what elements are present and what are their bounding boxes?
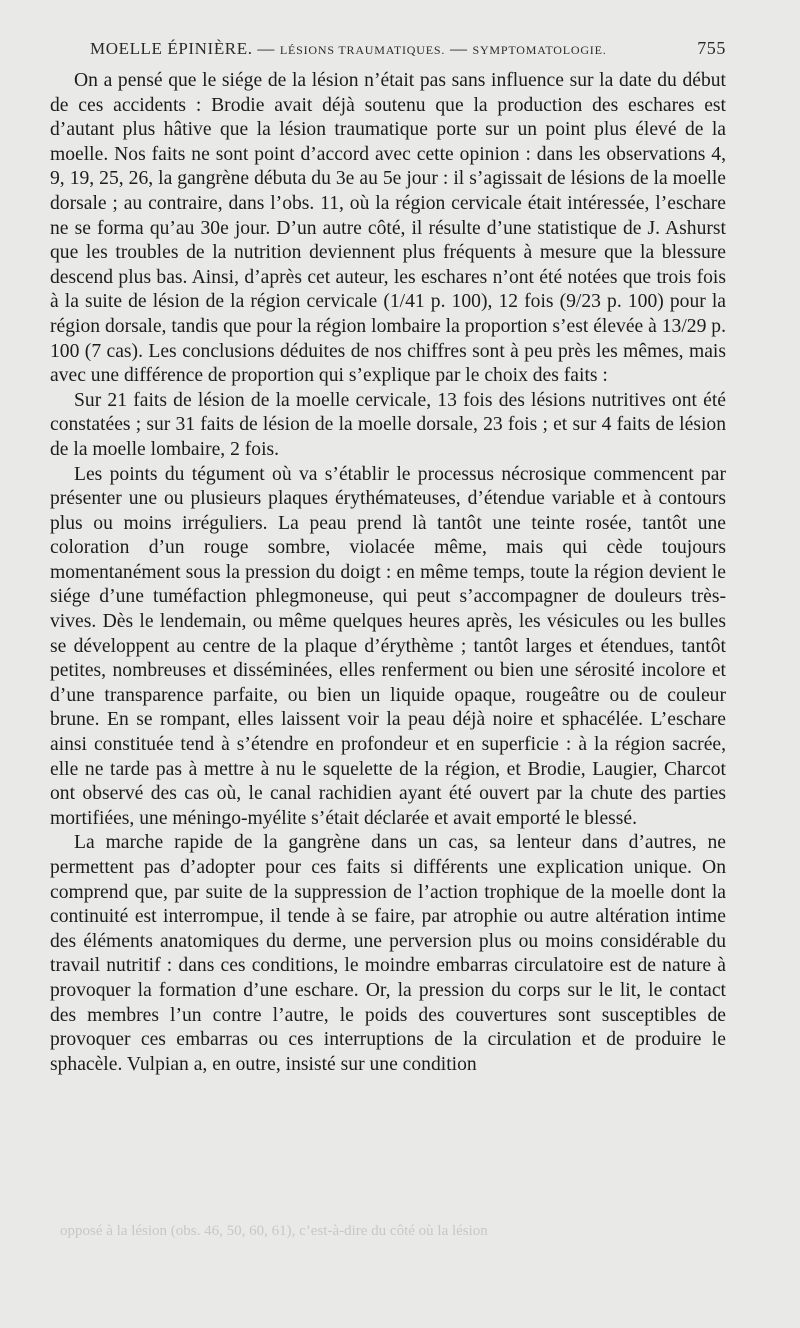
- body-text: [50, 69, 726, 1077]
- running-head-title: [90, 39, 607, 59]
- paragraph: Les points du tégument où va s’établir le processus nécrosique commencent par présenter une ou plusieurs plaques érythémateuses, d’étendue variable et à contours plus ou moins irréguliers. La peau prend là tantôt une teinte rosée, tantôt une coloration d’un rouge sombre, violacée même, mais qui cède toujours momentanément sous la pression du doigt : en même temps, toute la région devient le siége d’une tuméfaction phlegmoneuse, qui peut s’accompagner de douleurs très-vives. Dès le lendemain, ou même quelques heures après, les vésicules ou les bulles se développent au centre de la plaque d’érythème ; tantôt larges et étendues, tantôt petites, nombreuses et disséminées, elles renferment ou bien une sérosité incolore et d’une transparence parfaite, ou bien un liquide opaque, rougeâtre ou de couleur brune. En se rompant, elles laissent voir la peau déjà noire et sphacélée. L’eschare ainsi constituée tend à s’étendre en profondeur et en superficie : à la région sacrée, elle ne tarde pas à mettre à nu le squelette de la région, et Brodie, Laugier, Charcot ont observé des cas où, le canal rachidien ayant été ouvert par la chute des parties mortifiées, une méningo-myélite s’était déclarée et avait emporté le blessé.: [50, 463, 726, 829]
- running-head-subsection: SYMPTOMATOLOGIE.: [472, 43, 607, 57]
- running-head-dash: —: [252, 39, 280, 58]
- running-head-dash: —: [445, 39, 473, 58]
- running-head-section: LÉSIONS TRAUMATIQUES.: [279, 43, 446, 57]
- running-head: [90, 38, 726, 59]
- show-through-text: opposé à la lésion (obs. 46, 50, 60, 61), c’est-à-dire du côté où la lésion: [60, 1223, 488, 1239]
- running-head-main: MOELLE ÉPINIÈRE.: [90, 39, 253, 58]
- paragraph: Sur 21 faits de lésion de la moelle cervicale, 13 fois des lésions nutritives ont été constatées ; sur 31 faits de lésion de la moelle dorsale, 23 fois ; et sur 4 faits de lésion de la moelle lombaire, 2 fois.: [50, 389, 726, 460]
- paragraph: La marche rapide de la gangrène dans un cas, sa lenteur dans d’autres, ne permettent pas d’adopter pour ces faits si différents une explication unique. On comprend que, par suite de la suppression de l’action trophique de la moelle dont la continuité est interrompue, il tende à se faire, par atrophie ou autre altération intime des éléments anatomiques du derme, une perversion plus ou moins considérable du travail nutritif : dans ces conditions, le moindre embarras circulatoire est de nature à provoquer la formation d’une eschare. Or, la pression du corps sur le lit, le contact des membres l’un contre l’autre, le poids des couvertures sont susceptibles de provoquer ces embarras ou ces interruptions de la circulation et de produire le sphacèle. Vulpian a, en outre, insisté sur une condition: [50, 832, 726, 1075]
- page-number: 755: [697, 38, 726, 58]
- paragraph: On a pensé que le siége de la lésion n’était pas sans influence sur la date du début de ces accidents : Brodie avait déjà soutenu que la production des eschares est d’autant plus hâtive que la lésion traumatique porte sur un point plus élevé de la moelle. Nos faits ne sont point d’accord avec cette opinion : dans les observations 4, 9, 19, 25, 26, la gangrène débuta du 3e au 5e jour : il s’agissait de lésions de la moelle dorsale ; au contraire, dans l’obs. 11, où la région cervicale était intéressée, l’eschare ne se forma qu’au 30e jour. D’un autre côté, il résulte d’une statistique de J. Ashurst que les troubles de la nutrition deviennent plus fréquents à mesure que la blessure descend plus bas. Ainsi, d’après cet auteur, les eschares n’ont été notées que trois fois à la suite de lésion de la région cervicale (1/41 p. 100), 12 fois (9/23 p. 100) pour la région dorsale, tandis que pour la région lombaire la proportion s’est élevée à 13/29 p. 100 (7 cas). Les conclusions déduites de nos chiffres sont à peu près les mêmes, mais avec une différence de proportion qui s’explique par le choix des faits :: [50, 70, 726, 387]
